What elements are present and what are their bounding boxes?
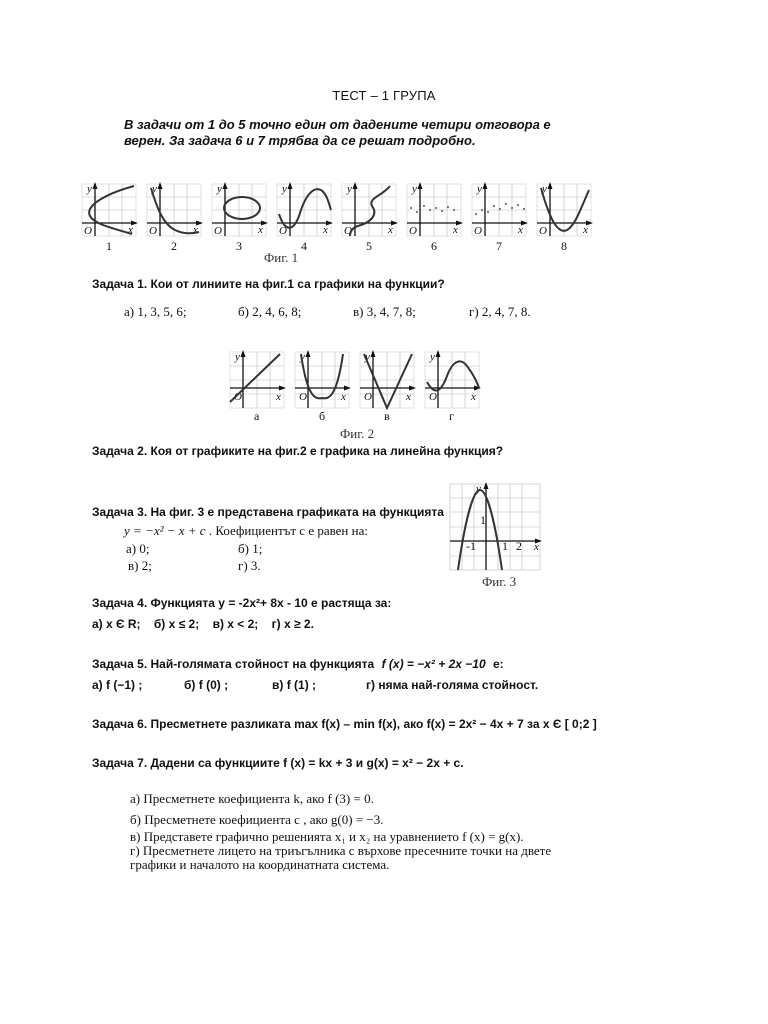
fig3-tick-y1: 1 [480, 513, 486, 527]
task-5-formula: f (x) = −x² + 2x −10 [381, 657, 486, 671]
svg-text:г: г [449, 409, 454, 423]
fig1-panel-5 [342, 182, 398, 253]
svg-text:O: O [149, 225, 157, 237]
fig2-panel-a [230, 350, 286, 423]
task-5-text: Задача 5. Най-голямата стойност на функцията [92, 657, 375, 671]
fig2-panel-d [425, 350, 481, 423]
svg-text:O: O [474, 225, 482, 237]
svg-text:x: x [193, 224, 198, 236]
task-4-question: Задача 4. Функцията y = -2x²+ 8x - 10 е растяща за: [92, 596, 392, 610]
task-1-question: Задача 1. Кои от линиите на фиг.1 са графики на функции? [92, 277, 445, 291]
fig2-letter: а [254, 409, 260, 423]
svg-text:y: y [542, 183, 547, 195]
fig2-origin: O [234, 391, 242, 403]
svg-text:8: 8 [561, 239, 567, 253]
svg-text:x: x [341, 391, 346, 403]
fig3-caption: Фиг. 3 [482, 574, 517, 589]
fig3-tick-x1: 1 [502, 539, 508, 553]
task-5-option-b: б) f (0) ; [184, 678, 229, 692]
svg-text:O: O [364, 391, 372, 403]
svg-text:2: 2 [171, 239, 177, 253]
task-2-question: Задача 2. Коя от графиките на фиг.2 е графика на линейна функция? [92, 444, 504, 458]
svg-text:y: y [152, 183, 157, 195]
fig1-panel-1 [82, 182, 138, 253]
svg-text:O: O [214, 225, 222, 237]
svg-text:x: x [471, 391, 476, 403]
svg-text:x: x [388, 224, 393, 236]
svg-text:O: O [539, 225, 547, 237]
svg-text:O: O [429, 391, 437, 403]
task-3-question: Задача 3. На фиг. 3 е представена графиката на функцията [92, 505, 444, 519]
fig1-panel-8 [537, 182, 593, 253]
task-5-option-d: г) няма най-голяма стойност. [366, 678, 539, 692]
task-3-option-a: а) 0; [126, 541, 150, 556]
task-4-option-b: б) x ≤ 2; [153, 617, 200, 631]
fig2-axis-x: x [276, 391, 281, 403]
page-title: ТЕСТ – 1 ГРУПА [332, 88, 436, 103]
figure-1 [80, 182, 600, 264]
fig3-tick-x2: 2 [516, 539, 522, 553]
task-4-option-c: в) x < 2; [212, 617, 259, 631]
instructions [124, 117, 551, 149]
svg-text:x: x [323, 224, 328, 236]
fig1-axis-x: x [128, 224, 133, 236]
task-1-option-a: а) 1, 3, 5, 6; [124, 304, 187, 319]
fig1-axis-y: y [87, 183, 92, 195]
svg-text:x: x [583, 224, 588, 236]
task-7-item-d: г) Пресметнете лицето на триъгълника с върхове пресечните точки на двете [130, 843, 552, 858]
fig1-number: 1 [106, 239, 112, 253]
task-4-options [92, 617, 314, 631]
svg-text:O: O [279, 225, 287, 237]
task-7-question: Задача 7. Дадени са функциите f (x) = kx + 3 и g(x) = x² − 2x + c. [92, 756, 464, 770]
instructions-line-2: верен. За задача 6 и 7 трябва да се решат подробно. [124, 133, 476, 148]
task-3-formula: y = −x² − x + c [124, 523, 206, 538]
fig2-panel-c [360, 350, 416, 423]
svg-text:x: x [406, 391, 411, 403]
fig1-panel-6 [407, 182, 463, 253]
svg-text:O: O [344, 225, 352, 237]
task-5-question [92, 657, 504, 671]
svg-text:O: O [409, 225, 417, 237]
task-7-item-a: а) Пресметнете коефициента k, ако f (3) = 0. [130, 791, 374, 806]
svg-text:4: 4 [301, 239, 307, 253]
fig1-panel-7 [472, 182, 528, 253]
svg-text:6: 6 [431, 239, 437, 253]
fig2-panel-b [295, 350, 351, 423]
task-7-item-d-cont: графики и началото на координатната система. [130, 857, 390, 872]
svg-text:x: x [518, 224, 523, 236]
task-6-question: Задача 6. Пресметнете разликата max f(x) – min f(x), ако f(x) = 2x² − 4x + 7 за x Є [ 0;2 ] [92, 717, 597, 731]
task-5-option-a: а) f (−1) ; [92, 678, 143, 692]
svg-text:5: 5 [366, 239, 372, 253]
fig3-axis-y: y [476, 483, 481, 495]
fig2-caption: Фиг. 2 [340, 426, 375, 441]
instructions-line-1: В задачи от 1 до 5 точно един от дадените четири отговора е [124, 117, 551, 132]
svg-text:y: y [300, 351, 305, 363]
svg-text:y: y [412, 183, 417, 195]
svg-text:y: y [477, 183, 482, 195]
task-4-option-a: а) x Є R; [92, 617, 141, 631]
task-5-text-tail: е: [492, 657, 504, 671]
svg-text:O: O [299, 391, 307, 403]
task-1-option-b: б) 2, 4, 6, 8; [238, 304, 302, 319]
task-5-option-c: в) f (1) ; [272, 678, 317, 692]
task-3-formula-tail: . Коефициентът c е равен на: [208, 523, 368, 538]
figure-2 [228, 350, 488, 430]
task-3-option-c: в) 2; [128, 558, 152, 573]
svg-text:y: y [347, 183, 352, 195]
svg-text:y: y [430, 351, 435, 363]
fig1-panel-2 [147, 182, 203, 253]
fig2-axis-y: y [235, 351, 240, 363]
task-7-item-b: б) Пресметнете коефициента c , ако g(0) = −3. [130, 812, 384, 827]
svg-text:3: 3 [236, 239, 242, 253]
svg-text:б: б [319, 409, 326, 423]
fig1-panel-4 [277, 182, 333, 253]
svg-text:x: x [453, 224, 458, 236]
task-4-option-d: г) x ≥ 2. [271, 617, 314, 631]
fig3-axis-x: x [534, 541, 539, 553]
task-3-option-b: б) 1; [238, 541, 263, 556]
fig1-panel-3 [212, 182, 268, 253]
task-1-option-d: г) 2, 4, 7, 8. [469, 304, 531, 319]
task-3-option-d: г) 3. [238, 558, 261, 573]
figure-3 [450, 484, 544, 580]
task-3-formula-line [124, 523, 368, 539]
svg-text:7: 7 [496, 239, 502, 253]
fig1-caption: Фиг. 1 [264, 250, 299, 265]
svg-text:в: в [384, 409, 390, 423]
fig3-tick-minus1: -1 [466, 539, 476, 553]
svg-text:x: x [258, 224, 263, 236]
fig1-origin: O [84, 225, 92, 237]
task-7-item-c: в) Представете графично решенията x₁ и x₂ на уравнението f (x) = g(x). [130, 829, 524, 844]
svg-text:y: y [217, 183, 222, 195]
svg-text:y: y [282, 183, 287, 195]
svg-text:y: y [365, 351, 370, 363]
task-1-option-c: в) 3, 4, 7, 8; [353, 304, 416, 319]
